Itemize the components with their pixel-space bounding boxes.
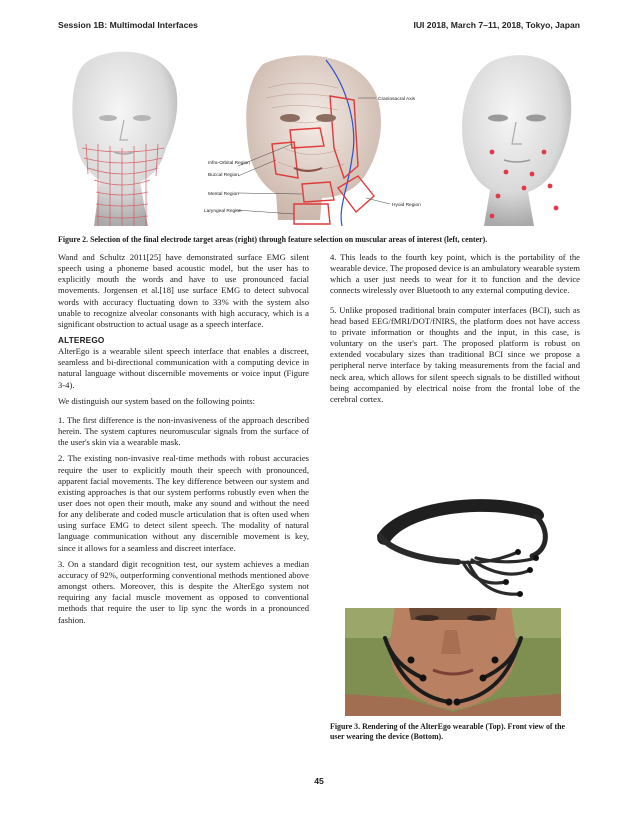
figure-3-user-photo xyxy=(345,608,561,716)
session-title: Session 1B: Multimodal Interfaces xyxy=(58,20,198,30)
figure-2-graphic xyxy=(58,48,580,226)
conference-title: IUI 2018, March 7–11, 2018, Tokyo, Japan xyxy=(413,20,580,30)
distinguish-paragraph: We distinguish our system based on the following points: xyxy=(58,395,255,406)
right-column xyxy=(330,252,580,405)
figure-2-caption: Figure 2. Selection of the final electrode target areas (right) through feature selection on muscular areas of interest (left, center). xyxy=(58,235,488,244)
point-1-paragraph: 1. The first difference is the non-invasiveness of the approach described herein. The system captures neuromuscular signals from the surface of the user's skin via a wearable mask. xyxy=(58,414,309,448)
label-laryngeal: Laryngeal Region xyxy=(204,209,242,214)
label-infra-orbital: Infra-Orbital Region xyxy=(208,161,250,166)
page-number: 45 xyxy=(314,776,324,786)
head-grid-render xyxy=(72,52,177,226)
label-mental: Mental Region xyxy=(208,192,239,197)
figure-3-device-render xyxy=(360,490,560,602)
label-craniosacral: Craniosacral Axis xyxy=(378,97,416,102)
label-buccal: Buccal Region xyxy=(208,173,239,178)
wearable-device-graphic xyxy=(360,490,560,602)
alterego-paragraph: AlterEgo is a wearable silent speech interface that enables a discreet, seamless and bi-directional communication with a computing device in natural language without discernible movements or voice input (Figure 3-4). xyxy=(58,346,309,390)
point-2-paragraph: 2. The existing non-invasive real-time methods with robust accuracies require the user to explicitly mouth their speech with pronounced, apparent facial movements. The key difference between our system and existing approaches is that our system performs robustly even when the user does not open their mouth, make any sound and without the need for any deliberate and coded muscle articulation that is often used when using surface EMG to detect silent speech. The modality of natural language communication without any discernible movement is key, since it allows for a seamless and discreet interface. xyxy=(58,453,309,553)
user-wearing-device-graphic xyxy=(345,608,561,716)
head-electrode-render xyxy=(462,55,571,226)
point-4-paragraph: 4. This leads to the fourth key point, which is the portability of the wearable device. The proposed device is an ambulatory wearable system which a user just needs to wear for it to function and the device connects wirelessly over Bluetooth to any external computing device. xyxy=(330,252,580,296)
running-header xyxy=(58,20,580,34)
point-5-paragraph: 5. Unlike proposed traditional brain computer interfaces (BCI), such as head based EEG/fMRI/DOT/fNIRS, the platform does not have access to private information or thoughts and the input, in this case, is voluntary on the user's part. The proposed platform is robust on extended vocabulary sizes than traditional BCI since we propose a peripheral nerve interface by taking measurements from the facial and neck area, which allows for silent speech signals to be distilled without being accompanied by electrical noise from the frontal lobe of the cerebral cortex. xyxy=(330,304,580,404)
label-hyoid: Hyoid Region xyxy=(392,203,421,208)
left-column xyxy=(58,252,309,626)
point-3-paragraph: 3. On a standard digit recognition test, our system achieves a median accuracy of 92%, outperforming conventional methods mentioned above amongst others. Moreover, this is despite the AlterEgo system not requiring any facial muscle movement as opposed to conventional methods that require the user to lip sync the words in a pronounced fashion. xyxy=(58,558,309,625)
intro-paragraph: Wand and Schultz 2011[25] have demonstrated surface EMG silent speech using a phoneme based acoustic model, but the user has to explicitly mouth the words and have to use pronounced facial movements. Jorgensen et al.[18] use surface EMG to detect subvocal words with accuracy fluctuating down to 33% with the system also unable to recognize alveolar consonants with high accuracy, which is a significant obstruction to actual usage as a speech interface. xyxy=(58,252,309,329)
section-heading-alterego: ALTEREGO xyxy=(58,336,105,346)
figure-3-caption: Figure 3. Rendering of the AlterEgo wearable (Top). Front view of the user wearing the device (Bottom). xyxy=(330,722,566,741)
figure-2 xyxy=(58,48,580,226)
head-muscle-render xyxy=(236,55,390,226)
